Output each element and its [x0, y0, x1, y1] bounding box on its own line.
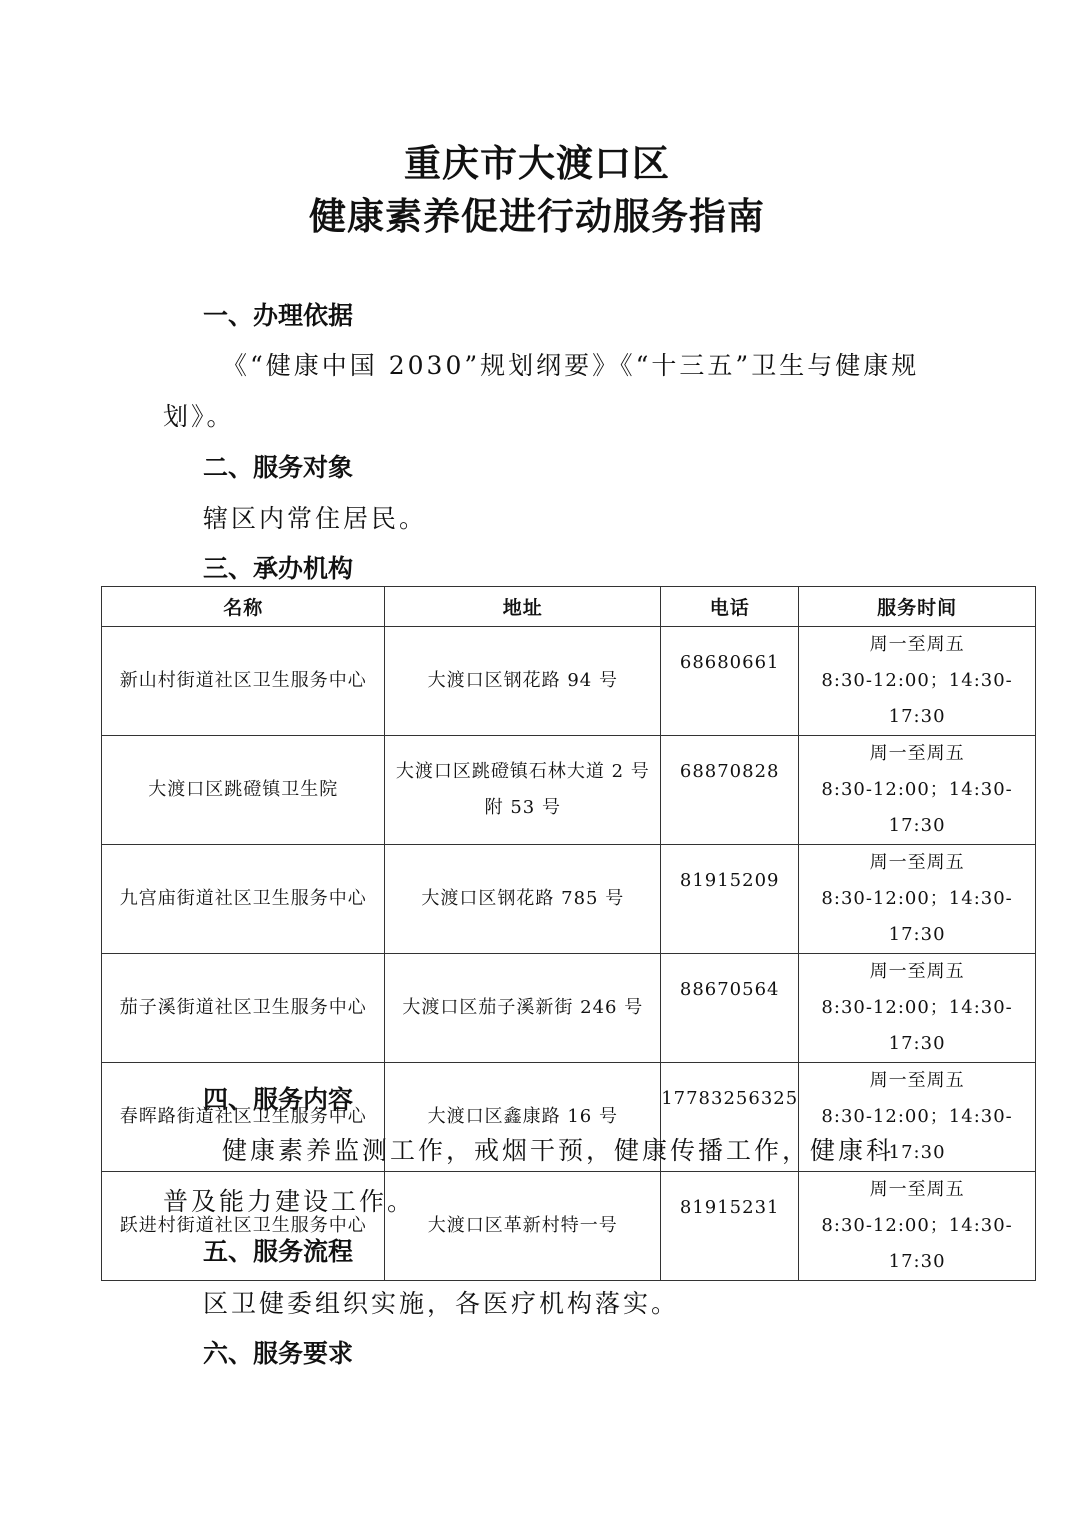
cell-hours: 8:30-12:00；14:30-17:30 — [821, 779, 1013, 836]
section-heading-process: 五、服务流程 — [203, 1237, 354, 1266]
document-title-line1: 重庆市大渡口区 — [404, 141, 670, 185]
cell-phone: 68870828 — [661, 736, 799, 845]
cell-service-time — [799, 627, 1036, 736]
table-row — [102, 954, 1036, 1063]
cell-service-time — [799, 845, 1036, 954]
cell-name: 九宫庙街道社区卫生服务中心 — [102, 845, 385, 954]
section-heading-target: 二、服务对象 — [203, 453, 354, 482]
table-row — [102, 627, 1036, 736]
section-heading-basis: 一、办理依据 — [203, 301, 354, 330]
cell-address — [385, 736, 661, 845]
cell-address-text: 大渡口区革新村特一号 — [427, 1215, 618, 1236]
cell-address-text: 大渡口区钢花路 94 号 — [427, 670, 618, 691]
header-phone: 电话 — [661, 587, 799, 627]
section-heading-institutions: 三、承办机构 — [203, 554, 354, 583]
cell-hours: 8:30-12:00；14:30-17:30 — [821, 1106, 1013, 1163]
document-title-line2: 健康素养促进行动服务指南 — [309, 194, 765, 238]
section-body-basis-line2: 划》。 — [163, 402, 235, 431]
cell-hours: 8:30-12:00；14:30-17:30 — [821, 1215, 1013, 1272]
header-service-time: 服务时间 — [799, 587, 1036, 627]
cell-address — [385, 845, 661, 954]
header-name: 名称 — [102, 587, 385, 627]
section-body-target: 辖区内常住居民。 — [203, 504, 428, 533]
table-row — [102, 845, 1036, 954]
cell-phone: 88670564 — [661, 954, 799, 1063]
cell-address — [385, 627, 661, 736]
cell-hours: 8:30-12:00；14:30-17:30 — [821, 888, 1013, 945]
section-body-process: 区卫健委组织实施，各医疗机构落实。 — [203, 1289, 680, 1318]
cell-phone: 68680661 — [661, 627, 799, 736]
cell-days: 周一至周五 — [869, 961, 965, 982]
cell-address-wrap — [385, 754, 660, 826]
cell-name: 大渡口区跳磴镇卫生院 — [102, 736, 385, 845]
cell-phone: 17783256325 — [661, 1063, 799, 1172]
cell-phone: 81915231 — [661, 1172, 799, 1281]
cell-name: 茄子溪街道社区卫生服务中心 — [102, 954, 385, 1063]
cell-address-text: 大渡口区钢花路 785 号 — [421, 888, 625, 909]
cell-service-time — [799, 1172, 1036, 1281]
cell-service-time — [799, 736, 1036, 845]
cell-hours: 8:30-12:00；14:30-17:30 — [821, 997, 1013, 1054]
cell-days: 周一至周五 — [869, 1070, 965, 1091]
cell-address — [385, 954, 661, 1063]
table-header-row — [102, 587, 1036, 627]
institutions-table — [101, 586, 1036, 1281]
section-body-basis-line1: 《“健康中国 2030”规划纲要》《“十三五”卫生与健康规 — [222, 351, 920, 380]
cell-address-text: 大渡口区茄子溪新街 246 号 — [402, 997, 644, 1018]
cell-days: 周一至周五 — [869, 743, 965, 764]
cell-name: 跃进村街道社区卫生服务中心 — [102, 1172, 385, 1281]
cell-service-time — [799, 954, 1036, 1063]
cell-days: 周一至周五 — [869, 634, 965, 655]
cell-days: 周一至周五 — [869, 1179, 965, 1200]
table-row — [102, 736, 1036, 845]
section-heading-content: 四、服务内容 — [203, 1085, 354, 1114]
cell-hours: 8:30-12:00；14:30-17:30 — [821, 670, 1013, 727]
cell-phone: 81915209 — [661, 845, 799, 954]
cell-name: 新山村街道社区卫生服务中心 — [102, 627, 385, 736]
header-address: 地址 — [385, 587, 661, 627]
section-body-content-line1: 健康素养监测工作，戒烟干预，健康传播工作，健康科 — [222, 1136, 895, 1165]
section-heading-requirements: 六、服务要求 — [203, 1339, 354, 1368]
cell-name: 春晖路街道社区卫生服务中心 — [102, 1063, 385, 1172]
cell-address-text: 大渡口区跳磴镇石林大道 2 号附 53 号 — [395, 761, 650, 818]
section-body-content-line2: 普及能力建设工作。 — [163, 1187, 416, 1216]
cell-address-text: 大渡口区鑫康路 16 号 — [427, 1106, 618, 1127]
cell-address — [385, 1172, 661, 1281]
cell-days: 周一至周五 — [869, 852, 965, 873]
